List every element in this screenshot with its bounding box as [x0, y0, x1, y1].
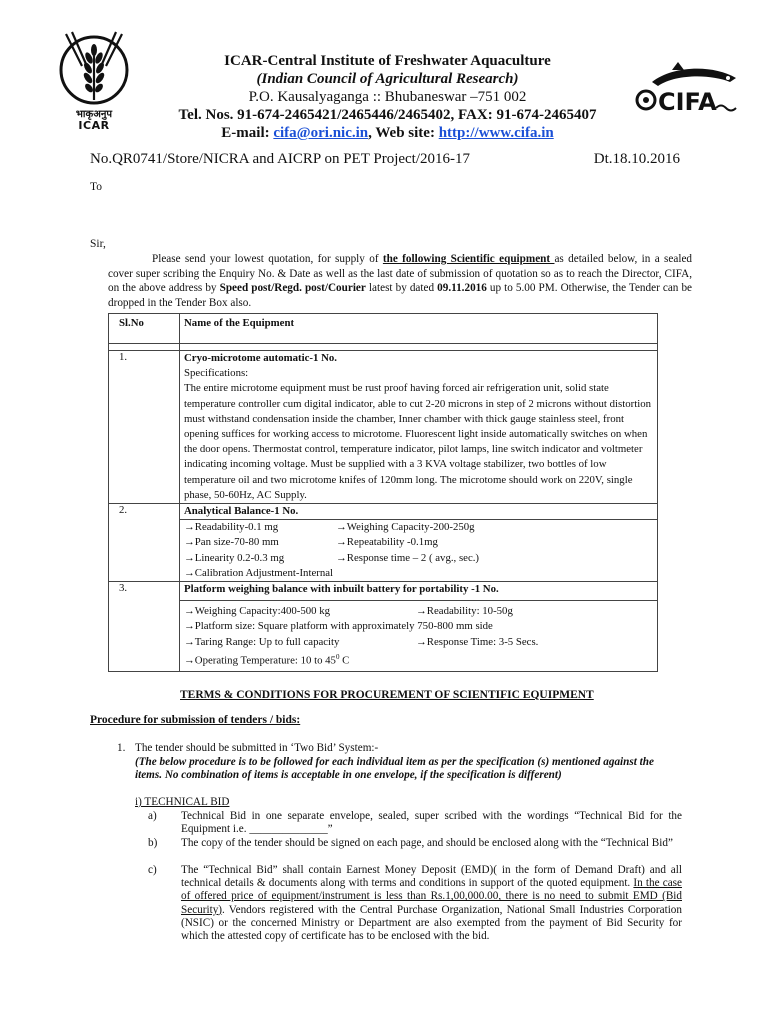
- clause-c: [148, 864, 682, 943]
- row1-content: [180, 351, 658, 504]
- email-link[interactable]: cifa@ori.nic.in: [273, 125, 369, 141]
- row3-spec: →Response Time: 3-5 Secs.: [416, 635, 539, 648]
- row2-spec: →Readability-0.1 mg: [184, 521, 279, 534]
- wheat-emblem-icon: [52, 30, 136, 108]
- parent-org: (Indian Council of Agricultural Research): [256, 71, 519, 87]
- clause-a: [148, 810, 682, 836]
- row2-name: Analytical Balance-1 No.: [180, 504, 657, 520]
- tel-fax: Tel. Nos. 91-674-2465421/2465446/2465402, FAX: 91-674-2465407: [178, 107, 597, 123]
- row2-sl: 2.: [109, 504, 180, 582]
- reference-number: No.QR0741/Store/NICRA and AICRP on PET Project/2016-17: [90, 151, 471, 167]
- clause-a-text: Technical Bid in one separate envelope, sealed, super scribed with the wordings “Technical Bid for the Equipment i.e. ______________”: [181, 810, 682, 836]
- row3-spec: →Platform size: Square platform with approximately 750-800 mm side: [184, 620, 493, 633]
- body-underline-text: the following Scientific equipment: [382, 253, 555, 265]
- row1-sl: 1.: [109, 351, 180, 504]
- email-label: E-mail:: [221, 125, 274, 141]
- cifa-logo-text: CIFA: [658, 88, 717, 116]
- logo-icar-text: ICAR: [78, 119, 110, 132]
- technical-bid-heading: i) TECHNICAL BID: [135, 796, 230, 808]
- clause-c-text: The “Technical Bid” shall contain Earnest Money Deposit (EMD)( in the form of Demand Draft) and all technical details & documents along with terms and conditions in support of the quoted equipment. In the case of offered price of equipment/instrument is less than Rs.1,00,000.00, there is no need to submit EMD (Bid Security). Vendors registered with the Central Purchase Organization, National Small Industries Corporation (NSIC) or the concerned Ministry or Department are also exempted from the payment of Bid Security for which the attested copy of certificate has to be enclosed with the bid.: [181, 864, 682, 943]
- body-text-2: as detailed below, in a sealed cover super scribing the Enquiry No. & Date as well as the last date of submission of quotation so as to reach the Director, CIFA, on the above address by: [108, 253, 693, 294]
- row2-spec: →Linearity 0.2-0.3 mg: [184, 551, 285, 564]
- contact-line: [160, 124, 615, 142]
- cifa-logo: [632, 60, 744, 120]
- table-spacer-row: [109, 344, 658, 351]
- row3-sl: 3.: [109, 582, 180, 672]
- logo-hindi-text: भाकृअनुप: [75, 109, 113, 120]
- body-bold-delivery: Speed post/Regd. post/Courier: [219, 282, 366, 294]
- procedure-heading: Procedure for submission of tenders / bids:: [90, 714, 301, 726]
- address: P.O. Kausalyaganga :: Bhubaneswar –751 002: [248, 89, 527, 105]
- clause-b-text: The copy of the tender should be signed on each page, and should be enclosed along with the “Technical Bid”: [181, 837, 673, 849]
- item1-note: (The below procedure is to be followed for each individual item as per the specification (s) mentioned against the items. No combination of items is acceptable in one envelope, if the specification is different): [135, 755, 654, 781]
- terms-item-1: [117, 742, 677, 783]
- body-text-1: Please send your lowest quotation, for supply of: [152, 253, 383, 265]
- row1-spec-label: Specifications:: [184, 367, 249, 380]
- row3-spec: →Weighing Capacity:400-500 kg: [184, 605, 331, 618]
- row3-name: Platform weighing balance with inbuilt battery for portability -1 No.: [180, 582, 657, 601]
- salutation: Sir,: [90, 238, 106, 250]
- icar-logo: [52, 30, 136, 130]
- emd-exemption-text: In the case of offered price of equipment/instrument is less than Rs.1,00,000.00, there is no need to submit EMD (Bid Security): [181, 877, 682, 916]
- row2-content: [180, 504, 658, 582]
- letterhead: [160, 52, 615, 142]
- fish-logo-icon: [632, 60, 744, 120]
- row3-spec: →Readability: 10-50g: [416, 605, 513, 618]
- row2-spec: →Repeatability -0.1mg: [336, 536, 438, 549]
- row3-content: [180, 582, 658, 672]
- clause-b-label: b): [148, 837, 158, 849]
- table-row: [109, 504, 658, 582]
- body-text-3: latest by dated: [365, 282, 438, 294]
- item1-number: 1.: [117, 742, 126, 754]
- website-link[interactable]: http://www.cifa.in: [438, 125, 554, 141]
- clause-a-label: a): [148, 810, 157, 822]
- table-header-row: [109, 314, 658, 344]
- clause-c-label: c): [148, 864, 157, 876]
- row2-spec: →Calibration Adjustment-Internal: [184, 566, 334, 579]
- reference-line: [90, 151, 680, 168]
- to-line: To: [90, 181, 102, 193]
- web-label: , Web site:: [368, 125, 439, 141]
- row1-spec-text: The entire microtome equipment must be rust proof having forced air refrigeration unit, solid state temperature controller cum digital indicator, able to cut 2-20 microns in step of 2 microns without distortion must withstand condensation inside the chamber, Inner chamber with thick gauge stainless steel, front opening suffices for working access to microtome. Fluorescent light inside automatically switches on when the door opens. Thermostat control, temperature indicator, pilot lamps, line switch indicator and voltmeter indicating incoming voltage. Must be supplied with a 3 KVA voltage stabilizer, two bottles of low temperature oil and two microtome knifes of 120mm long. The microtome should work on 220V, single phase, 50-60Hz, AC Supply.: [184, 382, 652, 501]
- org-name: ICAR-Central Institute of Freshwater Aquaculture: [224, 53, 551, 69]
- item1-text: The tender should be submitted in ‘Two Bid’ System:-: [135, 742, 379, 754]
- reference-date: Dt.18.10.2016: [593, 151, 680, 167]
- table-row: [109, 351, 658, 504]
- table-row: [109, 582, 658, 672]
- terms-title: TERMS & CONDITIONS FOR PROCUREMENT OF SCIENTIFIC EQUIPMENT: [180, 689, 594, 701]
- row3-spec: →Taring Range: Up to full capacity: [184, 635, 340, 648]
- row1-name: Cryo-microtome automatic-1 No.: [184, 352, 338, 364]
- row2-spec: →Pan size-70-80 mm: [184, 536, 279, 549]
- body-paragraph: [108, 252, 692, 310]
- body-bold-date: 09.11.2016: [437, 282, 487, 294]
- equipment-table: [108, 313, 658, 672]
- row3-spec: →Operating Temperature: 10 to $45^0$ C: [184, 652, 350, 667]
- row2-spec: →Response time – 2 ( avg., sec.): [336, 551, 480, 564]
- header-name: Name of the Equipment: [180, 314, 658, 344]
- header-sl: Sl.No: [109, 314, 180, 344]
- row2-spec: →Weighing Capacity-200-250g: [336, 521, 475, 534]
- body-text-4: up to 5.00 PM. Otherwise, the Tender can be dropped in the Tender Box also.: [108, 282, 693, 309]
- clause-b: [148, 837, 682, 850]
